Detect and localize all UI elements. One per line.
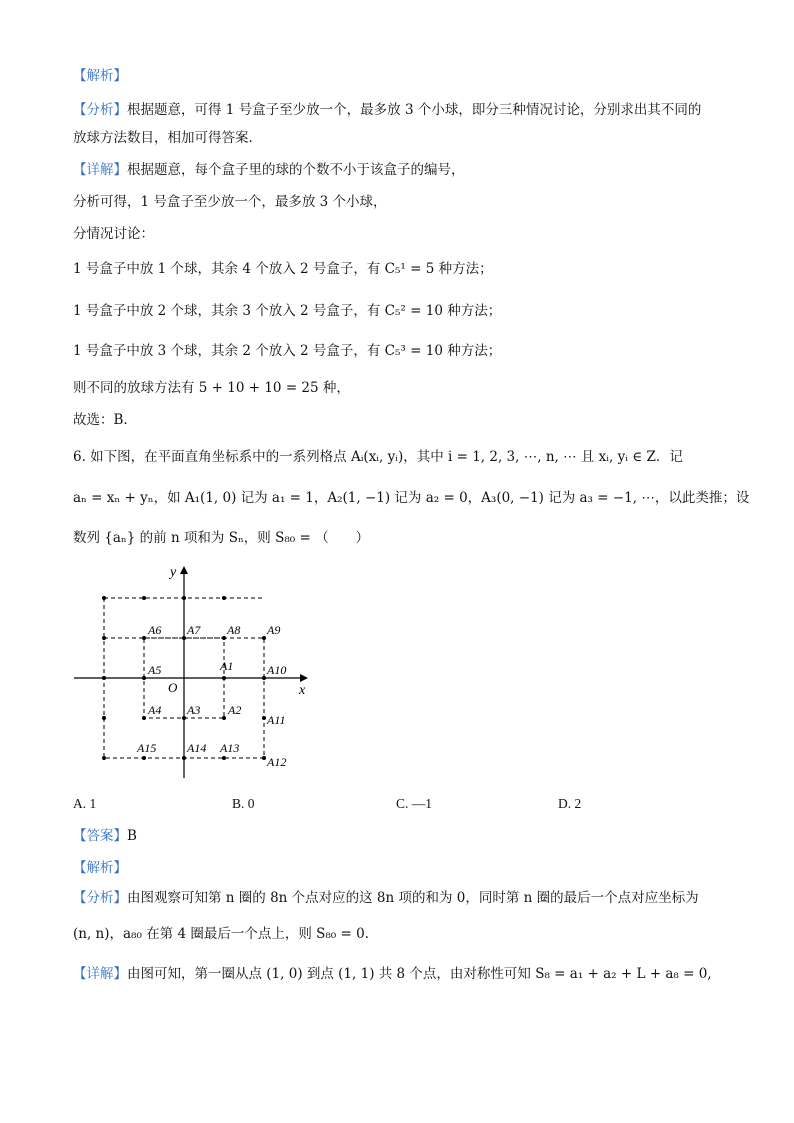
section-tag: 【详解】 bbox=[73, 966, 127, 982]
after-line bbox=[73, 826, 137, 846]
lines-line bbox=[73, 192, 387, 212]
lines-line bbox=[73, 528, 369, 548]
lattice-figure bbox=[70, 562, 330, 784]
line-text: (n, n)，a₈₀ 在第 4 圈最后一个点上，则 S₈₀ = 0. bbox=[73, 926, 369, 942]
point-outer bbox=[182, 596, 186, 600]
point-A2 bbox=[222, 716, 226, 720]
line-text: 根据题意，可得 1 号盒子至少放一个，最多放 3 个小球，即分三种情况讨论，分别求出其不同的 bbox=[127, 102, 702, 118]
after-line bbox=[73, 888, 699, 908]
point-outer bbox=[222, 596, 226, 600]
point-label-A11: A11 bbox=[267, 713, 286, 727]
lines-line bbox=[73, 66, 127, 86]
lines-line bbox=[73, 488, 749, 508]
section-tag: 【分析】 bbox=[73, 890, 127, 906]
x-axis-label: x bbox=[299, 683, 306, 698]
lines-line bbox=[73, 224, 154, 244]
section-tag: 【分析】 bbox=[73, 102, 127, 118]
line-text: 数列 {aₙ} 的前 n 项和为 Sₙ，则 S₈₀ = （ ） bbox=[73, 530, 370, 546]
point-outer bbox=[102, 756, 106, 760]
section-tag: 【详解】 bbox=[73, 162, 127, 178]
line-text: 由图可知，第一圈从点 (1, 0) 到点 (1, 1) 共 8 个点，由对称性可知 S₈ = a₁ + a₂ + L + a₈ = 0, bbox=[127, 966, 712, 982]
section-tag: 【答案】 bbox=[73, 828, 127, 844]
point-label-A8: A8 bbox=[227, 623, 241, 637]
lines-line bbox=[73, 341, 501, 361]
point-A6 bbox=[142, 636, 146, 640]
point-A1 bbox=[222, 676, 226, 680]
point-label-A5: A5 bbox=[148, 663, 162, 677]
section-tag: 【解析】 bbox=[73, 860, 127, 876]
point-A10 bbox=[262, 676, 266, 680]
point-label-A7: A7 bbox=[187, 623, 201, 637]
point-A8 bbox=[222, 636, 226, 640]
point-outer bbox=[102, 676, 106, 680]
line-text: 1 号盒子中放 2 个球，其余 3 个放入 2 号盒子，有 C₅² = 10 种方法； bbox=[73, 303, 502, 319]
point-label-A6: A6 bbox=[148, 623, 162, 637]
option-d: D. 2 bbox=[558, 796, 582, 811]
point-A4 bbox=[142, 716, 146, 720]
point-outer bbox=[102, 716, 106, 720]
point-label-A13: A13 bbox=[220, 741, 240, 755]
point-label-A9: A9 bbox=[267, 623, 281, 637]
after-line bbox=[73, 858, 127, 878]
point-label-A2: A2 bbox=[228, 703, 242, 717]
point-outer bbox=[142, 596, 146, 600]
lines-line bbox=[73, 447, 683, 467]
lines-line bbox=[73, 128, 262, 148]
option-b: B. 0 bbox=[232, 796, 255, 811]
line-text: aₙ = xₙ + yₙ，如 A₁(1, 0) 记为 a₁ = 1，A₂(1, −1) 记为 a₂ = 0，A₃(0, −1) 记为 a₃ = −1, ⋯，以此类推；设 bbox=[73, 490, 750, 506]
point-label-A12: A12 bbox=[267, 755, 287, 769]
line-text: 分情况讨论： bbox=[73, 226, 154, 242]
point-label-A1: A1 bbox=[220, 659, 234, 673]
point-A11 bbox=[262, 716, 266, 720]
point-A12 bbox=[262, 756, 266, 760]
lines-line bbox=[73, 378, 350, 398]
after-line bbox=[73, 924, 369, 944]
line-text: 则不同的放球方法有 5 + 10 + 10 = 25 种， bbox=[73, 380, 350, 396]
line-text: B bbox=[127, 828, 137, 844]
lines-line bbox=[73, 100, 701, 120]
line-text: 放球方法数目，相加可得答案． bbox=[73, 130, 262, 146]
line-text: 6. 如下图，在平面直角坐标系中的一系列格点 Aᵢ(xᵢ, yᵢ)，其中 i = 1, 2, 3, ⋯, n, ⋯ 且 xᵢ, yᵢ ∈ Z．记 bbox=[73, 449, 683, 465]
line-text: 分析可得，1 号盒子至少放一个，最多放 3 个小球， bbox=[73, 194, 387, 210]
point-A5 bbox=[142, 676, 146, 680]
line-text: 1 号盒子中放 3 个球，其余 2 个放入 2 号盒子，有 C₅³ = 10 种方法； bbox=[73, 343, 502, 359]
option-c: C. —1 bbox=[396, 796, 433, 811]
y-axis-label: y bbox=[170, 565, 177, 580]
point-A13 bbox=[222, 756, 226, 760]
option-a: A. 1 bbox=[73, 796, 97, 811]
line-text: 故选：B． bbox=[73, 412, 137, 428]
lines-line bbox=[73, 410, 137, 430]
line-text: 由图观察可知第 n 圈的 8n 个点对应的这 8n 项的和为 0，同时第 n 圈的最后一个点对应坐标为 bbox=[127, 890, 699, 906]
line-text: 根据题意，每个盒子里的球的个数不小于该盒子的编号， bbox=[127, 162, 465, 178]
point-label-A4: A4 bbox=[148, 703, 162, 717]
lines-line bbox=[73, 160, 465, 180]
point-A14 bbox=[182, 756, 186, 760]
y-arrow-icon bbox=[180, 566, 188, 574]
section-tag: 【解析】 bbox=[73, 68, 127, 84]
lines-line bbox=[73, 301, 501, 321]
point-outer bbox=[102, 636, 106, 640]
point-outer bbox=[102, 596, 106, 600]
point-label-A10: A10 bbox=[267, 663, 287, 677]
point-label-A15: A15 bbox=[137, 741, 157, 755]
line-text: 1 号盒子中放 1 个球，其余 4 个放入 2 号盒子，有 C₅¹ = 5 种方法； bbox=[73, 261, 493, 277]
point-A15 bbox=[142, 756, 146, 760]
point-label-A14: A14 bbox=[187, 741, 207, 755]
point-label-A3: A3 bbox=[187, 703, 201, 717]
point-A7 bbox=[182, 636, 186, 640]
origin-label: O bbox=[168, 680, 178, 695]
x-arrow-icon bbox=[300, 674, 308, 682]
lines-line bbox=[73, 259, 493, 279]
after-line bbox=[73, 964, 712, 984]
point-A3 bbox=[182, 716, 186, 720]
point-A9 bbox=[262, 636, 266, 640]
